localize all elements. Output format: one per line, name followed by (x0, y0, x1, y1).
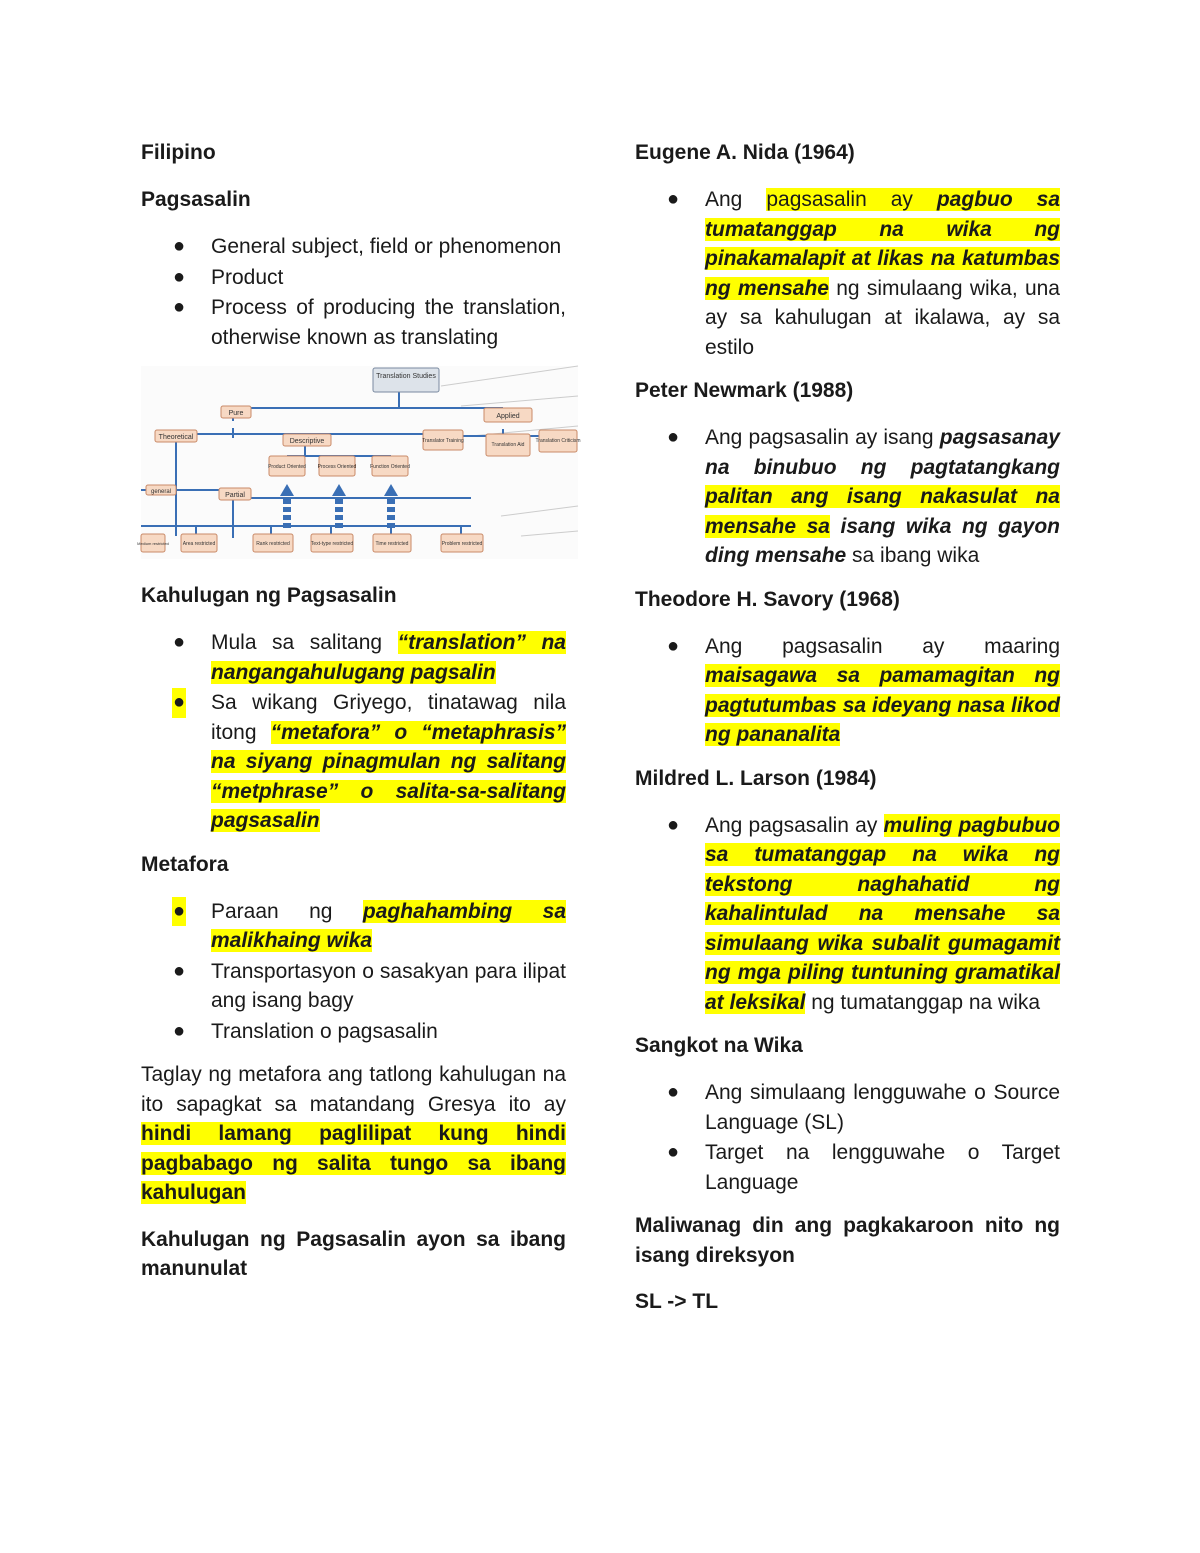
sl-tl-heading: SL -> TL (635, 1290, 719, 1313)
bullet-icon: ● (172, 631, 186, 653)
pagsasalin-heading: Pagsasalin (141, 188, 251, 211)
taglay-paragraph: Taglay ng metafora ang tatlong kahulugan na ito sapagkat sa matandang Gresya ito ay hindi lamang paglilipat kung hindi pagbabago ng salita tungo sa ibang kahulugan (141, 1063, 566, 1204)
bullet-icon: ● (666, 1141, 680, 1163)
newmark-heading: Peter Newmark (1988) (635, 379, 854, 402)
list-item: ● Ang simulaang lengguwahe o Source Language (SL) (635, 1078, 1060, 1137)
bullet-icon: ● (172, 688, 186, 718)
sangkot-list (635, 1078, 1060, 1197)
list-item: ● Transportasyon o sasakyan para ilipat ang isang bagy (141, 957, 566, 1016)
nida-heading: Eugene A. Nida (1964) (635, 141, 855, 164)
list-item: ● Ang pagsasalin ay pagbuo sa tumatanggap na wika ng pinakamalapit at likas na katumbas ng mensahe ng simulaang wika, una ay sa kahulugan at ikalawa, ay sa estilo (635, 185, 1060, 362)
metafora-heading: Metafora (141, 852, 229, 876)
left-column (137, 138, 581, 1301)
diagram-label: Applied (496, 413, 520, 420)
larson-list (635, 811, 1060, 1018)
maliwanag-heading: Maliwanag din ang pagkakaroon nito ng isang direksyon (635, 1214, 1060, 1267)
diagram-label: Problem restricted (441, 541, 483, 547)
doc-title: Filipino (141, 141, 216, 164)
list-item: ● Mula sa salitang “translation” na nangangahulugang pagsalin (141, 628, 566, 687)
bullet-icon: ● (666, 634, 680, 657)
translation-studies-diagram (137, 366, 581, 559)
right-column (635, 138, 1060, 1334)
bullet-icon: ● (172, 235, 186, 257)
bullet-icon: ● (172, 959, 186, 982)
list-item: ● Ang pagsasalin ay muling pagbubuo sa tumatanggap na wika ng tekstong naghahatid ng kahalintulad na mensahe sa simulaang wika subalit gumagamit ng mga piling tuntuning gramatikal at leksikal ng tumatanggap na wika (635, 811, 1060, 1018)
sangkot-heading: Sangkot na Wika (635, 1034, 803, 1057)
diagram-label: Descriptive (289, 438, 325, 445)
diagram-label: Area restricted (182, 541, 216, 547)
bullet-icon: ● (666, 1081, 680, 1103)
bullet-icon: ● (666, 188, 680, 210)
diagram-label: Product Oriented (268, 464, 306, 470)
list-item: ● Translation o pagsasalin (141, 1017, 566, 1047)
diagram-label: Partial (225, 492, 245, 499)
ayon-heading: Kahulugan ng Pagsasalin ayon sa ibang manunulat (141, 1227, 566, 1280)
diagram-label: Rank restricted (256, 541, 290, 547)
savory-heading: Theodore H. Savory (1968) (635, 587, 900, 611)
diagram-label: Time restricted (375, 541, 409, 547)
list-item: ● Product (141, 263, 566, 293)
list-item: ● Ang pagsasalin ay isang pagsasanay na binubuo ng pagtatangkang palitan ang isang nakasulat na mensahe sa isang wika ng gayon ding mensahe sa ibang wika (635, 423, 1060, 571)
kahulugan-heading: Kahulugan ng Pagsasalin (141, 584, 397, 607)
list-item: ● Process of producing the translation, otherwise known as translating (141, 293, 566, 352)
bullet-icon: ● (172, 296, 186, 318)
larson-heading: Mildred L. Larson (1984) (635, 766, 877, 790)
bullet-icon: ● (172, 897, 186, 927)
kahulugan-list (141, 628, 566, 836)
diagram-label: Text-type restricted (310, 541, 354, 547)
diagram-label: Function Oriented (370, 464, 410, 470)
bullet-icon: ● (172, 1019, 186, 1042)
diagram-label: Translation Studies (376, 373, 436, 380)
diagram-label: Theoretical (158, 434, 194, 441)
diagram-label: Translation Aid (491, 442, 525, 448)
list-item: ● General subject, field or phenomenon (141, 232, 566, 262)
pagsasalin-list (141, 232, 566, 352)
bullet-icon: ● (666, 426, 680, 448)
diagram-label: general (150, 489, 172, 495)
diagram-label: Process Oriented (317, 464, 357, 470)
diagram-label: Translator Training (422, 438, 464, 444)
newmark-list (635, 423, 1060, 571)
diagram-label: Medium restricted (137, 541, 169, 546)
metafora-list (141, 897, 566, 1047)
savory-list (635, 632, 1060, 750)
nida-list (635, 185, 1060, 362)
list-item: ● Target na lengguwahe o Target Language (635, 1138, 1060, 1197)
bullet-icon: ● (666, 813, 680, 836)
diagram-label: Translation Criticism (535, 438, 581, 444)
list-item: ● Paraan ng paghahambing sa malikhaing wika (141, 897, 566, 956)
list-item: ● Ang pagsasalin ay maaring maisagawa sa pamamagitan ng pagtutumbas sa ideyang nasa likod ng pananalita (635, 632, 1060, 750)
list-item: ● Sa wikang Griyego, tinatawag nila itong “metafora” o “metaphrasis” na siyang pinagmulan ng salitang “metphrase” o salita-sa-salitang pagsasalin (141, 688, 566, 836)
bullet-icon: ● (172, 265, 186, 288)
diagram-label: Pure (228, 410, 244, 417)
